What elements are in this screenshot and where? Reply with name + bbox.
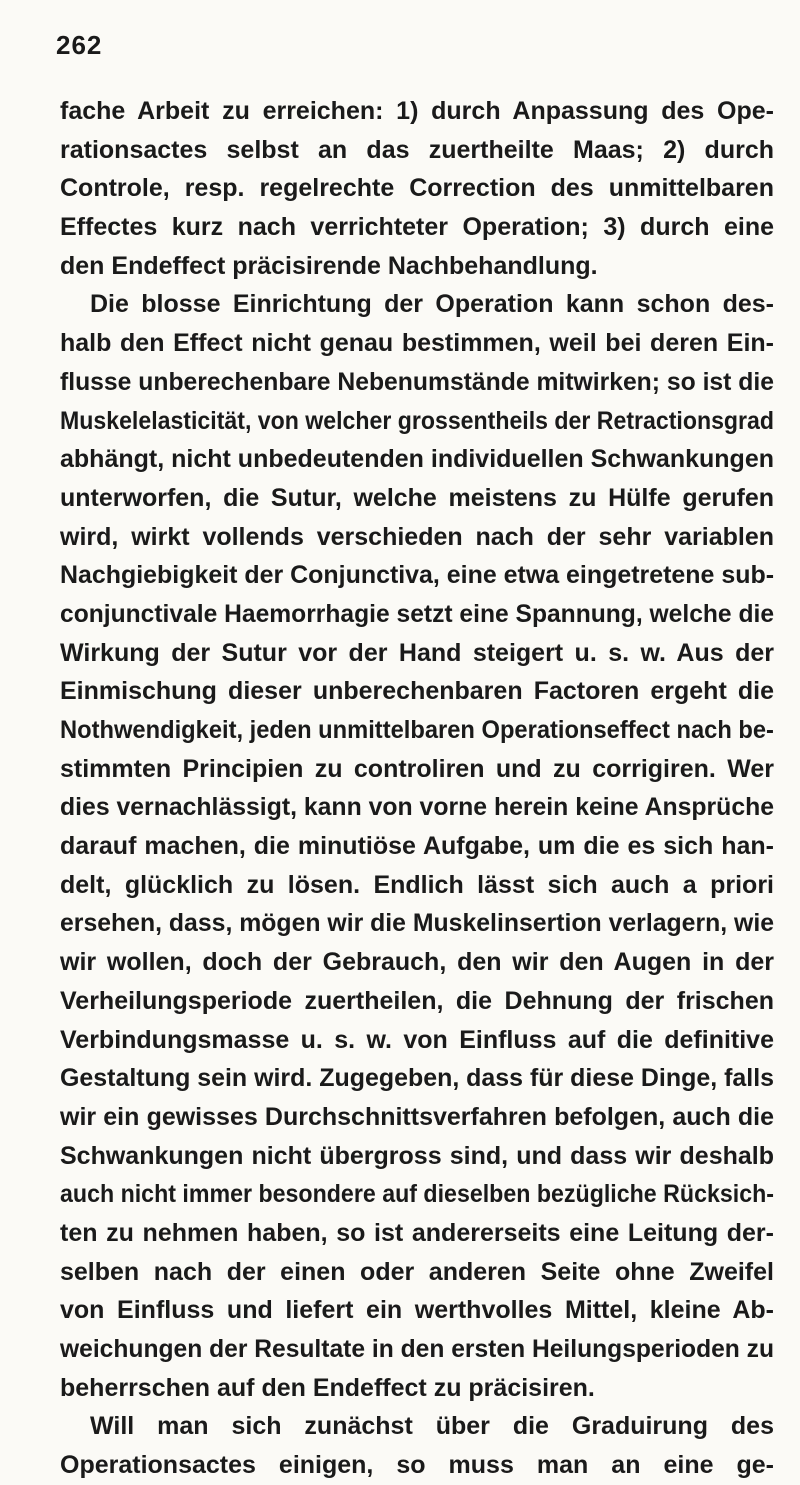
text-line: Will man sich zunächst über die Graduirung des <box>90 1412 774 1441</box>
text-line: beherrschen auf den Endeffect zu präcisiren. <box>60 1373 595 1402</box>
text-line: Operationsactes einigen, so muss man an eine ge- <box>60 1451 774 1480</box>
text-line: Einmischung dieser unberechenbaren Factoren ergeht die <box>60 677 774 706</box>
text-line: conjunctivale Haemorrhagie setzt eine Spannung, welche die <box>60 599 775 628</box>
text-line: Controle, resp. regelrechte Correction des unmittelbaren <box>60 174 774 203</box>
text-line: Wirkung der Sutur vor der Hand steigert u. s. w. Aus der <box>60 638 774 667</box>
text-line: stimmten Principien zu controliren und zu corrigiren. Wer <box>60 754 774 783</box>
text-line: Verbindungsmasse u. s. w. von Einfluss auf die definitive <box>60 1025 774 1054</box>
page-number: 262 <box>56 30 103 60</box>
text-line: flusse unberechenbare Nebenumstände mitwirken; so ist die <box>60 367 774 396</box>
text-line: weichungen der Resultate in den ersten Heilungsperioden zu <box>60 1335 775 1363</box>
text-line: Gestaltung sein wird. Zugegeben, dass für diese Dinge, falls <box>60 1064 775 1093</box>
text-line: rationsactes selbst an das zuertheilte Maas; 2) durch <box>60 135 774 164</box>
text-line: halb den Effect nicht genau bestimmen, weil bei deren Ein- <box>60 329 774 358</box>
text-line: Muskelelasticität, von welcher grossentheils der Retractionsgrad <box>60 406 775 435</box>
text-line: Verheilungsperiode zuertheilen, die Dehnung der frischen <box>60 986 774 1015</box>
text-line: von Einfluss und liefert ein werthvolles Mittel, kleine Ab- <box>60 1296 774 1325</box>
text-line: dies vernachlässigt, kann von vorne herein keine Ansprüche <box>60 793 775 822</box>
text-line: darauf machen, die minutiöse Aufgabe, um die es sich han- <box>60 832 774 861</box>
text-line: den Endeffect präcisirende Nachbehandlung. <box>60 251 598 280</box>
text-line: wir wollen, doch der Gebrauch, den wir den Augen in der <box>60 948 774 977</box>
text-line: wird, wirkt vollends verschieden nach der sehr variablen <box>60 522 774 551</box>
text-line: unterworfen, die Sutur, welche meistens zu Hülfe gerufen <box>60 483 774 512</box>
text-line: abhängt, nicht unbedeutenden individuellen Schwankungen <box>60 445 774 474</box>
body-text <box>60 92 774 1485</box>
text-line: Nothwendigkeit, jeden unmittelbaren Operationseffect nach be- <box>60 716 774 744</box>
text-line: ersehen, dass, mögen wir die Muskelinsertion verlagern, wie <box>60 909 775 938</box>
text-line: Nachgiebigkeit der Conjunctiva, eine etwa eingetretene sub- <box>60 561 775 590</box>
text-line: ten zu nehmen haben, so ist andererseits eine Leitung der- <box>60 1218 774 1247</box>
text-line: selben nach der einen oder anderen Seite ohne Zweifel <box>60 1257 774 1286</box>
text-line: delt, glücklich zu lösen. Endlich lässt sich auch a priori <box>60 870 774 899</box>
text-line: Die blosse Einrichtung der Operation kann schon des- <box>90 290 774 319</box>
text-line: Effectes kurz nach verrichteter Operation; 3) durch eine <box>60 213 774 242</box>
text-line: auch nicht immer besondere auf dieselben bezügliche Rücksich- <box>60 1180 775 1209</box>
text-line: Schwankungen nicht übergross sind, und dass wir deshalb <box>60 1141 774 1170</box>
text-line: wir ein gewisses Durchschnittsverfahren befolgen, auch die <box>60 1102 774 1131</box>
text-line: fache Arbeit zu erreichen: 1) durch Anpassung des Ope- <box>60 97 774 125</box>
